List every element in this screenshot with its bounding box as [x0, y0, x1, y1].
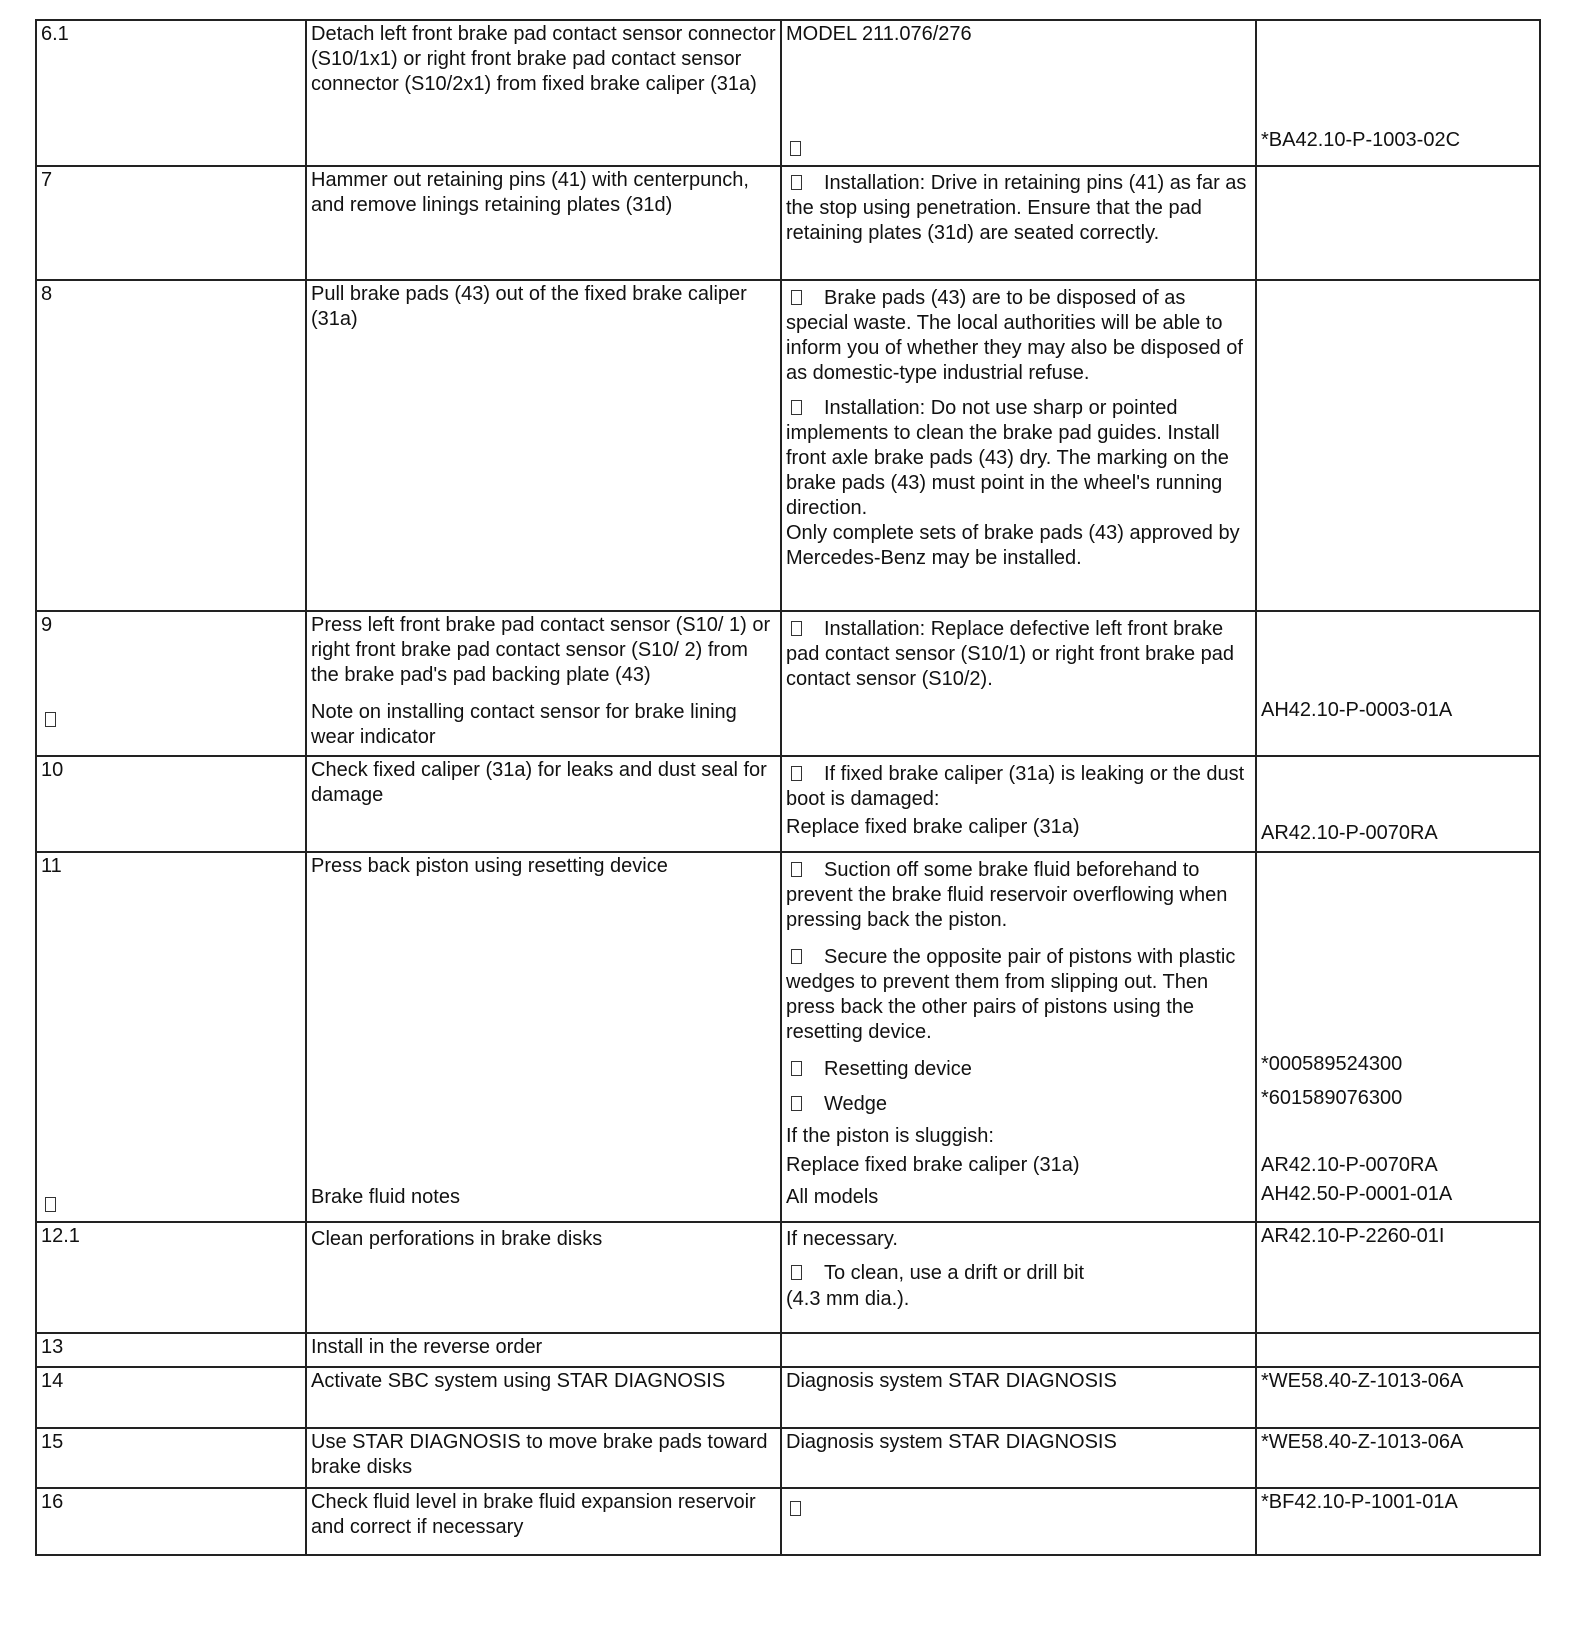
- info-icon: [791, 175, 802, 190]
- step-cell: [37, 1489, 307, 1554]
- table-row: [35, 1487, 1541, 1556]
- ref-link[interactable]: *BA42.10-P-1003-02C: [1261, 129, 1461, 151]
- note-cell: [782, 757, 1257, 851]
- ref-cell: [1257, 167, 1539, 279]
- action-note-link[interactable]: Note on installing contact sensor for brake lining wear indicator: [311, 701, 737, 748]
- ref-link[interactable]: *WE58.40-Z-1013-06A: [1261, 1370, 1464, 1392]
- ref-cell: [1257, 281, 1539, 610]
- step-cell: [37, 281, 307, 610]
- action-text: Hammer out retaining pins (41) with centerpunch, and remove linings retaining plates (31d): [311, 169, 749, 216]
- note-text: (4.3 mm dia.).: [786, 1288, 910, 1310]
- step-number: 12.1: [41, 1225, 80, 1247]
- tool-icon: [791, 1096, 802, 1111]
- table-row: [35, 1427, 1541, 1487]
- ref-link[interactable]: AH42.50-P-0001-01A: [1261, 1183, 1453, 1205]
- action-text: Clean perforations in brake disks: [311, 1228, 603, 1250]
- action-cell: [307, 1223, 782, 1332]
- step-number: 11: [41, 855, 62, 877]
- ref-link[interactable]: AR42.10-P-0070RA: [1261, 822, 1438, 844]
- table-row: [35, 851, 1541, 1221]
- action-text: Detach left front brake pad contact sensor connector (S10/1x1) or right front brake pad contact sensor connector (S10/2x1) from fixed brake caliper (31a): [311, 23, 776, 95]
- note-cell: [782, 1489, 1257, 1554]
- action-text: Install in the reverse order: [311, 1336, 543, 1358]
- ref-link[interactable]: AH42.10-P-0003-01A: [1261, 699, 1453, 721]
- step-number: 8: [41, 283, 53, 305]
- note-text: If the piston is sluggish:: [786, 1125, 994, 1147]
- note-text: Installation: Do not use sharp or pointed implements to clean the brake pad guides. Install front axle brake pads (43) dry. The marking on the brake pads (43) must point in the wheel's running direction.: [786, 397, 1229, 519]
- ref-link[interactable]: *BF42.10-P-1001-01A: [1261, 1491, 1458, 1513]
- ref-cell: [1257, 757, 1539, 851]
- step-number: 15: [41, 1431, 64, 1453]
- note-cell: [782, 612, 1257, 755]
- ref-link[interactable]: *WE58.40-Z-1013-06A: [1261, 1431, 1464, 1453]
- info-icon: [45, 712, 56, 727]
- action-text: Check fixed caliper (31a) for leaks and dust seal for damage: [311, 759, 767, 806]
- step-cell: [37, 612, 307, 755]
- note-text: Secure the opposite pair of pistons with plastic wedges to prevent them from slipping out. Then press back the other pairs of pistons using the resetting device.: [786, 946, 1236, 1043]
- step-cell: [37, 1429, 307, 1487]
- note-text: Replace fixed brake caliper (31a): [786, 1154, 1080, 1176]
- step-cell: [37, 1368, 307, 1427]
- ref-link[interactable]: *000589524300: [1261, 1053, 1403, 1075]
- info-icon: [790, 141, 801, 156]
- note-text: Diagnosis system STAR DIAGNOSIS: [786, 1370, 1117, 1392]
- action-note-link[interactable]: Brake fluid notes: [311, 1186, 460, 1208]
- ref-cell: [1257, 1489, 1539, 1554]
- note-text: All models: [786, 1186, 879, 1208]
- step-cell: [37, 167, 307, 279]
- step-number: 14: [41, 1370, 64, 1392]
- ref-link[interactable]: AR42.10-P-2260-01I: [1261, 1225, 1445, 1247]
- action-cell: [307, 612, 782, 755]
- note-text: Only complete sets of brake pads (43) approved by Mercedes-Benz may be installed.: [786, 522, 1240, 569]
- action-cell: [307, 757, 782, 851]
- info-icon: [791, 290, 802, 305]
- info-icon: [791, 621, 802, 636]
- step-cell: [37, 1334, 307, 1366]
- action-cell: [307, 1489, 782, 1554]
- table-row: [35, 610, 1541, 755]
- table-row: [35, 1366, 1541, 1427]
- note-cell: [782, 281, 1257, 610]
- action-cell: [307, 167, 782, 279]
- action-cell: [307, 21, 782, 165]
- tool-icon: [791, 1061, 802, 1076]
- table-row: [35, 755, 1541, 851]
- action-text: Press left front brake pad contact sensor (S10/ 1) or right front brake pad contact sensor (S10/ 2) from the brake pad's pad backing plate (43): [311, 614, 771, 686]
- info-icon: [45, 1197, 56, 1212]
- info-icon: [791, 1265, 802, 1280]
- action-text: Pull brake pads (43) out of the fixed brake caliper (31a): [311, 283, 747, 330]
- info-icon: [791, 862, 802, 877]
- step-number: 10: [41, 759, 64, 781]
- action-cell: [307, 1429, 782, 1487]
- note-text: MODEL 211.076/276: [786, 23, 972, 45]
- ref-link[interactable]: *601589076300: [1261, 1087, 1403, 1109]
- tool-name: Resetting device: [824, 1058, 972, 1080]
- step-number: 9: [41, 614, 53, 636]
- note-cell: [782, 1429, 1257, 1487]
- action-text: Use STAR DIAGNOSIS to move brake pads toward brake disks: [311, 1431, 768, 1478]
- note-cell: [782, 1334, 1257, 1366]
- ref-link[interactable]: AR42.10-P-0070RA: [1261, 1154, 1438, 1176]
- action-text: Check fluid level in brake fluid expansion reservoir and correct if necessary: [311, 1491, 756, 1538]
- note-cell: [782, 1223, 1257, 1332]
- note-text: Suction off some brake fluid beforehand to prevent the brake fluid reservoir overflowing when pressing back the piston.: [786, 859, 1228, 931]
- note-cell: [782, 853, 1257, 1221]
- step-number: 6.1: [41, 23, 69, 45]
- note-text: Replace fixed brake caliper (31a): [786, 816, 1080, 838]
- info-icon: [791, 400, 802, 415]
- step-cell: [37, 757, 307, 851]
- note-cell: [782, 21, 1257, 165]
- note-text: Brake pads (43) are to be disposed of as special waste. The local authorities will be able to inform you of whether they may also be disposed of as domestic-type industrial refuse.: [786, 287, 1243, 384]
- ref-cell: [1257, 1223, 1539, 1332]
- note-cell: [782, 1368, 1257, 1427]
- table-row: [35, 279, 1541, 610]
- note-text: If necessary.: [786, 1228, 898, 1250]
- table-row: [35, 1221, 1541, 1332]
- note-text: Installation: Replace defective left front brake pad contact sensor (S10/1) or right front brake pad contact sensor (S10/2).: [786, 618, 1235, 690]
- ref-cell: [1257, 853, 1539, 1221]
- note-text: Diagnosis system STAR DIAGNOSIS: [786, 1431, 1117, 1453]
- info-icon: [791, 766, 802, 781]
- action-cell: [307, 853, 782, 1221]
- info-icon: [790, 1501, 801, 1516]
- note-cell: [782, 167, 1257, 279]
- action-text: Activate SBC system using STAR DIAGNOSIS: [311, 1370, 726, 1392]
- ref-cell: [1257, 1368, 1539, 1427]
- note-text: Installation: Drive in retaining pins (41) as far as the stop using penetration. Ensure that the pad retaining plates (31d) are seated correctly.: [786, 172, 1247, 244]
- note-text: If fixed brake caliper (31a) is leaking or the dust boot is damaged:: [786, 763, 1245, 810]
- action-cell: [307, 281, 782, 610]
- step-cell: [37, 1223, 307, 1332]
- action-cell: [307, 1334, 782, 1366]
- step-number: 16: [41, 1491, 64, 1513]
- table-row: [35, 165, 1541, 279]
- step-number: 7: [41, 169, 53, 191]
- step-cell: [37, 853, 307, 1221]
- ref-cell: [1257, 21, 1539, 165]
- action-cell: [307, 1368, 782, 1427]
- ref-cell: [1257, 1334, 1539, 1366]
- step-cell: [37, 21, 307, 165]
- action-text: Press back piston using resetting device: [311, 855, 668, 877]
- info-icon: [791, 949, 802, 964]
- table-row: [35, 1332, 1541, 1366]
- ref-cell: [1257, 1429, 1539, 1487]
- ref-cell: [1257, 612, 1539, 755]
- step-number: 13: [41, 1336, 64, 1358]
- note-text: To clean, use a drift or drill bit: [824, 1262, 1085, 1284]
- tool-name: Wedge: [824, 1093, 888, 1115]
- table-row: [35, 19, 1541, 165]
